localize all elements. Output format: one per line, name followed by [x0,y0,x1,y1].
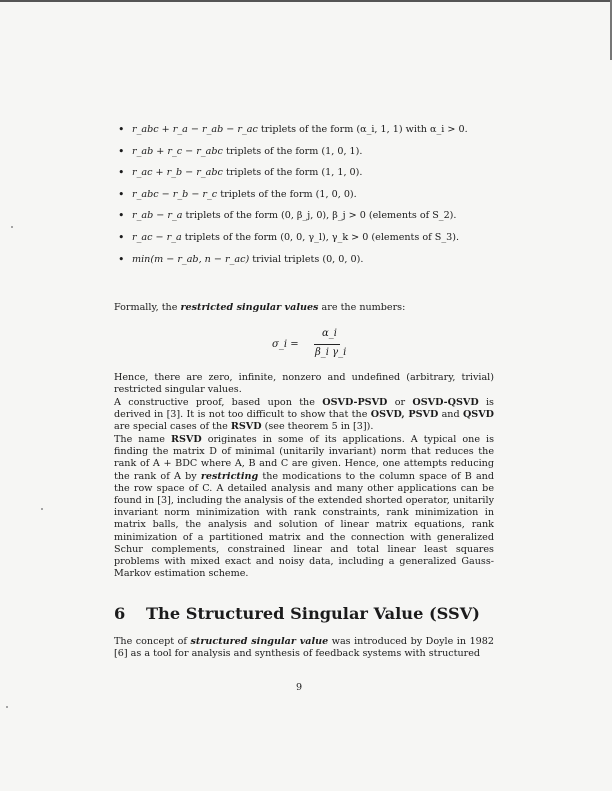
list-item: • min(m − r_ab, n − r_ac) trivial triplets (0, 0, 0). [118,254,538,266]
formula-lhs: σ_i = [272,339,299,350]
section-number: 6 [114,604,126,623]
fraction-bar [314,344,340,345]
ssv-paragraph: The concept of structured singular value was introduced by Doyle in 1982 [6] as a tool for analysis and synthesis of feedback systems with structured [114,636,494,660]
speck [11,226,13,228]
term-restricted-singular-values: restricted singular values [180,302,319,313]
rsv-formula [270,328,350,364]
page-number: 9 [296,682,303,693]
name-paragraph: The name RSVD originates in some of its applications. A typical one is finding the matrix D of minimal (unitarily invariant) norm that reduces the rank of A + BDC where A, B and C are given. Hence, one attempts reducing the rank of A by restricting the modications to the column space of B and the row space of C. A detailed analysis and many other applications can be found in [3], including the analysis of the extended shorted operator, unitarily invariant norm minimization with rank constraints, rank minimization in matrix balls, the analysis and solution of linear matrix equations, rank minimization of a partitioned matrix and the connection with generalized Schur complements, constrained linear and total linear least squares problems with mixed exact and noisy data, including a generalized Gauss-Markov estimation scheme. [114,434,494,580]
scan-edge-top [0,0,612,2]
list-item: • r_ab + r_c − r_abc triplets of the form (1, 0, 1). [118,146,538,158]
rsvd-triplet-list [118,124,538,275]
list-item: • r_ab − r_a triplets of the form (0, β_j, 0), β_j > 0 (elements of S_2). [118,210,538,222]
formally-paragraph: Formally, the restricted singular values are the numbers: [114,302,406,313]
proof-paragraph: A constructive proof, based upon the OSVD-PSVD or OSVD-QSVD is derived in [3]. It is not too difficult to show that the OSVD, PSVD and QSVD are special cases of the RSVD (see theorem 5 in [3]). [114,397,494,433]
list-item: • r_abc + r_a − r_ab − r_ac triplets of the form (α_i, 1, 1) with α_i > 0. [118,124,538,136]
section-heading [114,604,480,623]
list-item: • r_ac − r_a triplets of the form (0, 0, γ_l), γ_k > 0 (elements of S_3). [118,232,538,244]
list-item: • r_abc − r_b − r_c triplets of the form (1, 0, 0). [118,189,538,201]
formula-denominator: β_i γ_i [315,347,347,358]
section-title: The Structured Singular Value (SSV) [146,604,480,623]
list-item: • r_ac + r_b − r_abc triplets of the form (1, 1, 0). [118,167,538,179]
hence-paragraph: Hence, there are zero, infinite, nonzero and undefined (arbitrary, trivial) restricted singular values. [114,372,494,396]
speck [6,706,8,708]
formula-numerator: α_i [322,328,337,339]
speck [41,508,43,510]
